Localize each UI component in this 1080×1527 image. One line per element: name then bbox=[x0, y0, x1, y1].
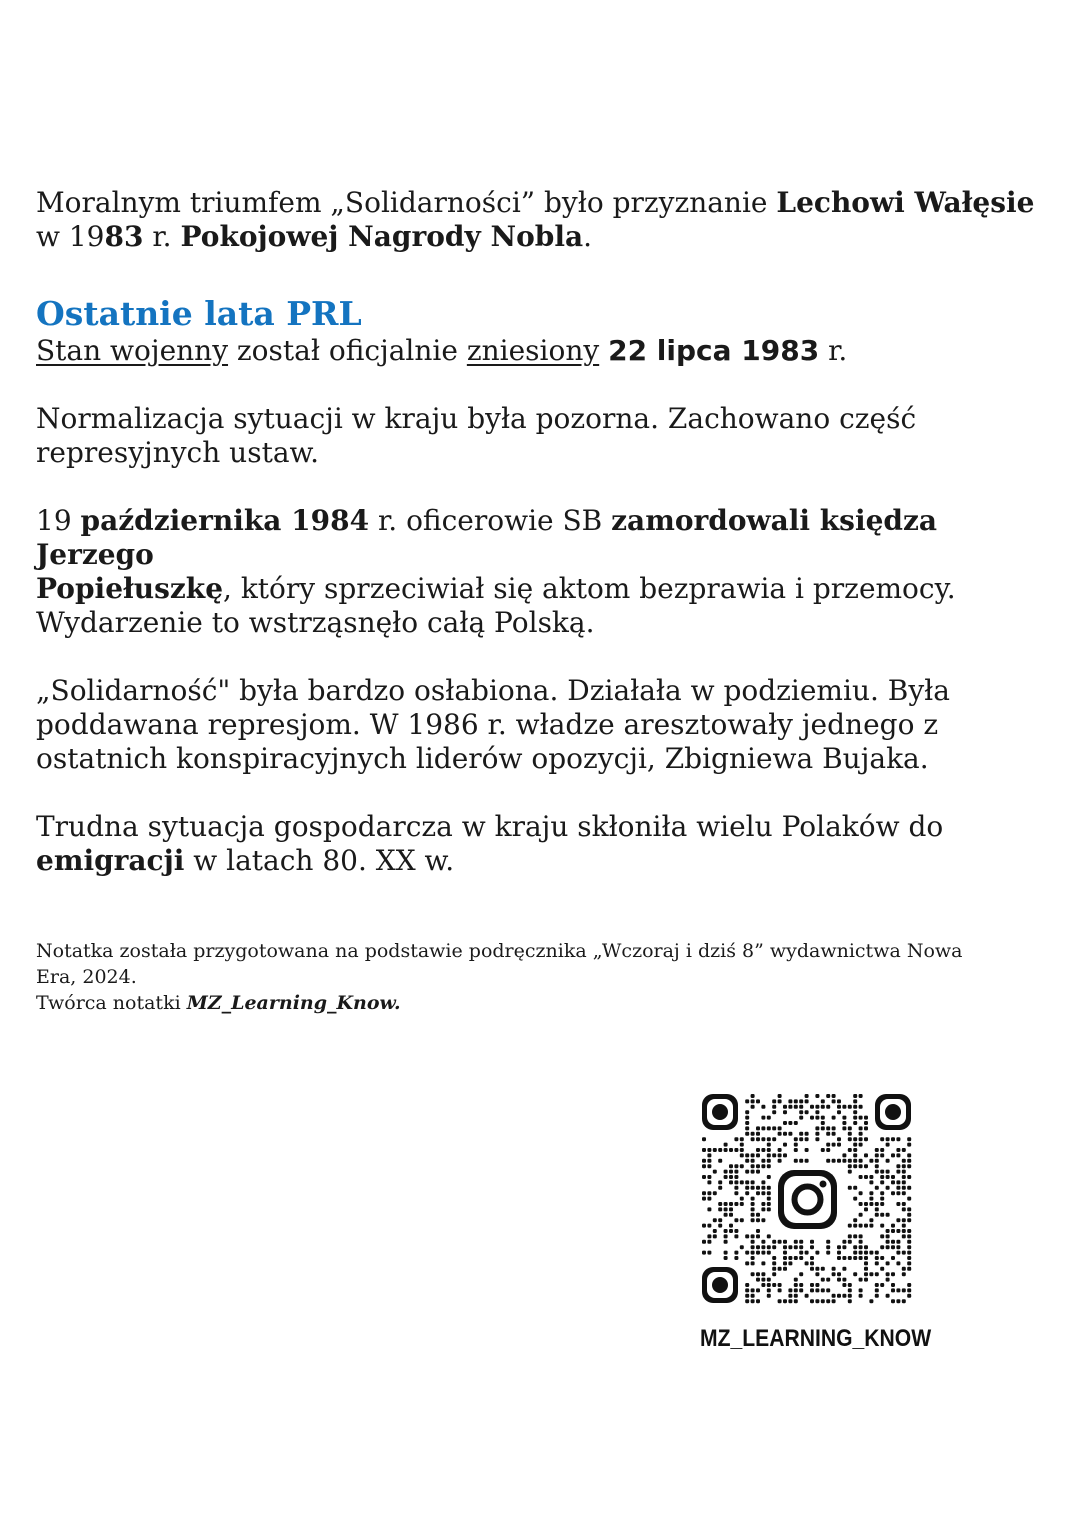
emigration-text: Trudna sytuacja gospodarcza w kraju skłoniła wielu Polaków do bbox=[36, 810, 944, 843]
martial-law-text: został oficjalnie bbox=[228, 334, 467, 367]
intro-bold-walesa: Lechowi Wałęsie bbox=[776, 186, 1035, 219]
martial-law-date: 22 lipca 1983 bbox=[608, 334, 820, 367]
emigration-bold: emigracji bbox=[36, 844, 185, 877]
solidarity-paragraph bbox=[36, 674, 1056, 776]
intro-text: Moralnym triumfem „Solidarności” było przyznanie bbox=[36, 186, 777, 219]
solidarity-line: ostatnich konspiracyjnych liderów opozycji, Zbigniewa Bujaka. bbox=[36, 742, 929, 775]
intro-bold-nobel: Pokojowej Nagrody Nobla bbox=[180, 220, 584, 253]
intro-text: . bbox=[583, 220, 593, 253]
footnote-source bbox=[36, 938, 1046, 990]
footnote-line: Era, 2024. bbox=[36, 966, 137, 988]
martial-law-underlined: Stan wojenny bbox=[36, 334, 229, 367]
normalization-line: Normalizacja sytuacji w kraju była pozorna. Zachowano część bbox=[36, 402, 917, 435]
martial-law-text: r. bbox=[819, 334, 848, 367]
intro-text: r. bbox=[143, 220, 181, 253]
martial-law-paragraph bbox=[36, 334, 1056, 368]
intro-text: w 19 bbox=[36, 220, 105, 253]
qr-label: MZ_LEARNING_KNOW bbox=[700, 1325, 932, 1352]
popieluszko-text: 19 bbox=[36, 504, 81, 537]
normalization-line: represyjnych ustaw. bbox=[36, 436, 320, 469]
popieluszko-paragraph bbox=[36, 504, 1056, 640]
normalization-paragraph bbox=[36, 402, 1056, 470]
footnote-author bbox=[36, 990, 1046, 1016]
popieluszko-date: października 1984 bbox=[80, 504, 370, 537]
instagram-qr-code-icon[interactable] bbox=[700, 1092, 915, 1307]
emigration-text: w latach 80. XX w. bbox=[184, 844, 455, 877]
instagram-qr-block[interactable] bbox=[700, 1092, 932, 1353]
popieluszko-text: Wydarzenie to wstrząsnęło całą Polską. bbox=[36, 606, 595, 639]
popieluszko-text: r. oficerowie SB bbox=[369, 504, 612, 537]
popieluszko-bold: zamordowali księdza Jerzego bbox=[36, 504, 938, 571]
martial-law-underlined: zniesiony bbox=[466, 334, 600, 367]
footnote-line: Notatka została przygotowana na podstawie podręcznika „Wczoraj i dziś 8” wydawnictwa Nowa bbox=[36, 940, 963, 962]
solidarity-line: „Solidarność" była bardzo osłabiona. Działała w podziemiu. Była bbox=[36, 674, 950, 707]
solidarity-line: poddawana represjom. W 1986 r. władze aresztowały jednego z bbox=[36, 708, 939, 741]
footnote-author-name: MZ_Learning_Know. bbox=[186, 992, 401, 1014]
note-content bbox=[36, 186, 1056, 878]
popieluszko-text: , który sprzeciwiał się aktom bezprawia i przemocy. bbox=[223, 572, 956, 605]
popieluszko-bold-name: Popiełuszkę bbox=[36, 572, 224, 605]
section-title: Ostatnie lata PRL bbox=[36, 294, 362, 333]
emigration-paragraph bbox=[36, 810, 1056, 878]
intro-paragraph bbox=[36, 186, 1056, 254]
footnote-author-prefix: Twórca notatki bbox=[36, 992, 187, 1014]
footnote bbox=[36, 938, 1046, 1016]
intro-bold-year: 83 bbox=[104, 220, 144, 253]
martial-law-space bbox=[599, 334, 608, 367]
